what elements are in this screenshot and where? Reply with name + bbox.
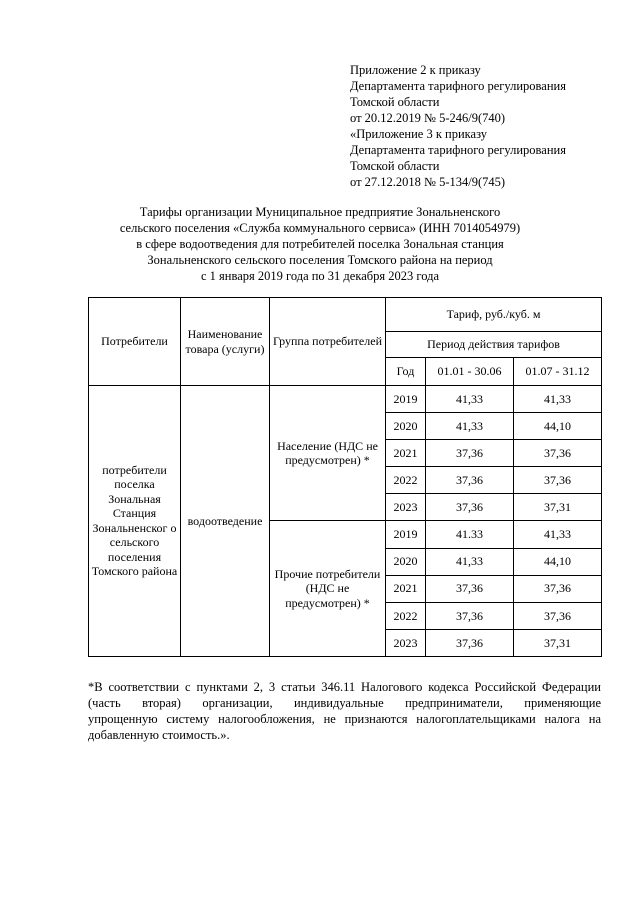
- appendix-line: Томской области: [350, 159, 440, 173]
- year-cell: 2019: [386, 386, 426, 413]
- appendix-line: Томской области: [350, 95, 440, 109]
- tariff-h2-cell: 37,31: [514, 629, 602, 656]
- title-line: сельского поселения «Служба коммунального сервиса» (ИНН 7014054979): [119, 221, 521, 235]
- tariff-h1-cell: 37,36: [426, 575, 514, 602]
- appendix-line: Приложение 2 к приказу: [350, 63, 481, 77]
- tariff-h2-cell: 44,10: [514, 413, 602, 440]
- header-half1: 01.01 - 30.06: [426, 358, 514, 386]
- footnote-line: (часть вторая) организации, индивидуальные предприниматели, применяющие: [88, 696, 601, 710]
- header-tariff: Тариф, руб./куб. м: [386, 298, 602, 332]
- tariff-h1-cell: 37,36: [426, 440, 514, 467]
- tariff-h1-cell: 37,36: [426, 494, 514, 521]
- tariff-h2-cell: 41,33: [514, 521, 602, 548]
- tariff-h2-cell: 37,36: [514, 602, 602, 629]
- tariff-h1-cell: 37,36: [426, 629, 514, 656]
- document-title: [60, 204, 580, 284]
- tariff-h2-cell: 41,33: [514, 386, 602, 413]
- year-cell: 2020: [386, 413, 426, 440]
- appendix-line: от 20.12.2019 № 5-246/9(740): [350, 111, 506, 125]
- tariff-h2-cell: 44,10: [514, 548, 602, 575]
- title-line: с 1 января 2019 года по 31 декабря 2023 года: [200, 269, 439, 283]
- footnote-line: *В соответствии с пунктами 2, 3 статьи 346.11 Налогового кодекса Российской Федерации: [88, 680, 601, 694]
- year-cell: 2019: [386, 521, 426, 548]
- title-line: Зональненского сельского поселения Томского района на период: [147, 253, 493, 267]
- year-cell: 2022: [386, 602, 426, 629]
- tariff-h1-cell: 41,33: [426, 413, 514, 440]
- appendix-line: «Приложение 3 к приказу: [350, 127, 488, 141]
- year-cell: 2020: [386, 548, 426, 575]
- tariff-h2-cell: 37,36: [514, 467, 602, 494]
- group-cell-population: Население (НДС не предусмотрен) *: [270, 386, 386, 521]
- footnote-line: упрощенную систему налогообложения, не признаются налогоплательщиками налога на: [88, 712, 601, 726]
- header-group: Группа потребителей: [270, 298, 386, 386]
- tariff-h1-cell: 41,33: [426, 548, 514, 575]
- tariff-h1-cell: 41.33: [426, 521, 514, 548]
- year-cell: 2022: [386, 467, 426, 494]
- header-consumers: Потребители: [89, 298, 181, 386]
- header-product: Наименование товара (услуги): [181, 298, 270, 386]
- table-row: [89, 386, 602, 413]
- tariff-table: [88, 297, 602, 657]
- year-cell: 2021: [386, 440, 426, 467]
- title-line: Тарифы организации Муниципальное предприятие Зональненского: [139, 205, 501, 219]
- header-period: Период действия тарифов: [386, 332, 602, 358]
- footnote: [88, 679, 601, 743]
- year-cell: 2023: [386, 494, 426, 521]
- tariff-h2-cell: 37,36: [514, 575, 602, 602]
- header-half2: 01.07 - 31.12: [514, 358, 602, 386]
- appendix-line: от 27.12.2018 № 5-134/9(745): [350, 175, 506, 189]
- tariff-h1-cell: 41,33: [426, 386, 514, 413]
- appendix-reference: [350, 62, 620, 190]
- appendix-line: Департамента тарифного регулирования: [350, 79, 566, 93]
- consumers-cell: потребители поселка Зональная Станция Зональненског о сельского поселения Томского района: [89, 386, 181, 657]
- title-line: в сфере водоотведения для потребителей поселка Зональная станция: [136, 237, 504, 251]
- year-cell: 2023: [386, 629, 426, 656]
- group-cell-others: Прочие потребители (НДС не предусмотрен) *: [270, 521, 386, 656]
- appendix-line: Департамента тарифного регулирования: [350, 143, 566, 157]
- footnote-line: добавленную стоимость.».: [88, 728, 230, 742]
- tariff-h1-cell: 37,36: [426, 602, 514, 629]
- product-cell: водоотведение: [181, 386, 270, 657]
- year-cell: 2021: [386, 575, 426, 602]
- tariff-h1-cell: 37,36: [426, 467, 514, 494]
- header-year: Год: [386, 358, 426, 386]
- tariff-h2-cell: 37,36: [514, 440, 602, 467]
- tariff-h2-cell: 37,31: [514, 494, 602, 521]
